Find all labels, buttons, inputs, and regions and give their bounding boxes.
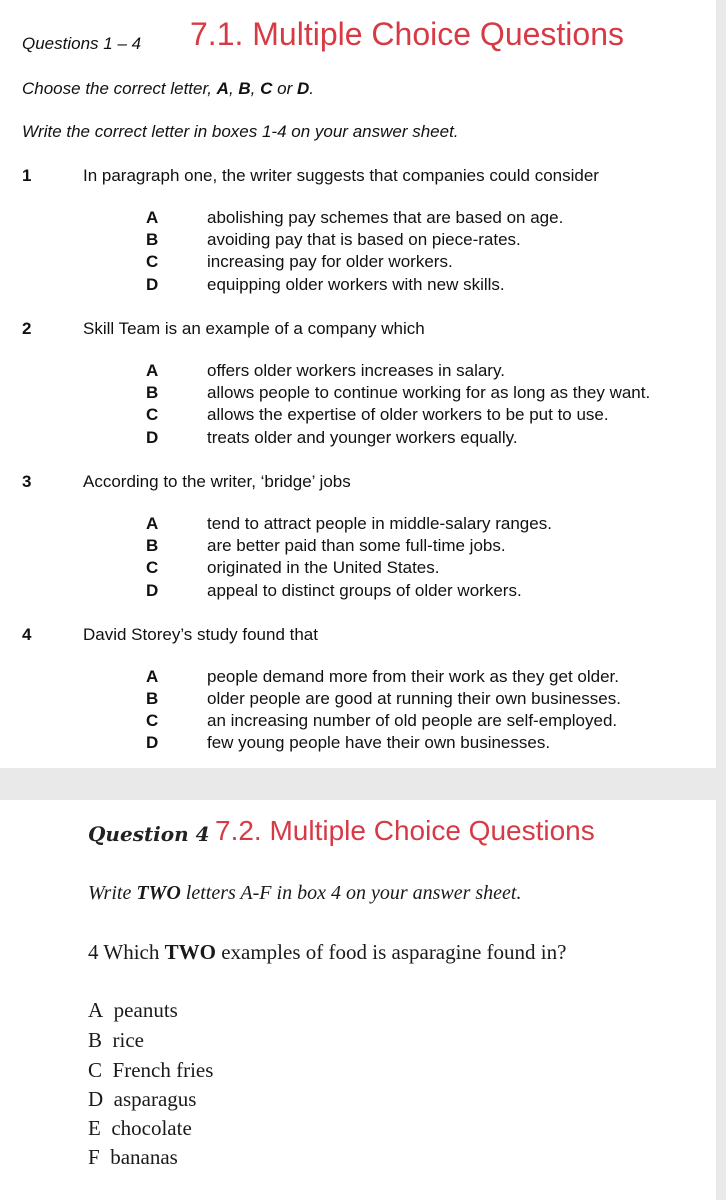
food-option: B rice bbox=[88, 1028, 144, 1052]
option-text: treats older and younger workers equally. bbox=[207, 428, 518, 447]
section-2-label: Question 4 bbox=[88, 822, 210, 846]
option-text: older people are good at running their own businesses. bbox=[207, 689, 621, 708]
option-text: an increasing number of old people are self-employed. bbox=[207, 711, 618, 730]
option-text: offers older workers increases in salary. bbox=[207, 361, 505, 380]
option-letter: C bbox=[146, 558, 159, 577]
instruction-choose-letter: Choose the correct letter, A, B, C or D. bbox=[22, 79, 314, 98]
option-text: allows people to continue working for as long as they want. bbox=[207, 383, 651, 402]
option-letter: D bbox=[146, 428, 159, 447]
option-letter: B bbox=[146, 536, 159, 555]
instruction-write-letter: Write the correct letter in boxes 1-4 on your answer sheet. bbox=[22, 122, 459, 141]
section-2-question: 4 Which TWO examples of food is asparagine found in? bbox=[88, 940, 567, 964]
option-text: tend to attract people in middle-salary ranges. bbox=[207, 514, 552, 533]
option-text: appeal to distinct groups of older workers. bbox=[207, 581, 522, 600]
option-text: abolishing pay schemes that are based on age. bbox=[207, 208, 564, 227]
option-text: are better paid than some full-time jobs. bbox=[207, 536, 506, 555]
option-letter: A bbox=[146, 667, 159, 686]
option-text: avoiding pay that is based on piece-rates. bbox=[207, 230, 521, 249]
option-letter: A bbox=[146, 208, 159, 227]
option-text: originated in the United States. bbox=[207, 558, 440, 577]
option-letter: B bbox=[146, 230, 159, 249]
question-number: 4 bbox=[22, 625, 32, 644]
option-text: people demand more from their work as they get older. bbox=[207, 667, 619, 686]
section-2-panel bbox=[0, 800, 716, 1200]
option-letter: D bbox=[146, 275, 159, 294]
option-letter: B bbox=[146, 383, 159, 402]
food-option: F bananas bbox=[88, 1145, 178, 1169]
section-2-instruction: Write TWO letters A-F in box 4 on your answer sheet. bbox=[88, 882, 522, 904]
question-stem: David Storey’s study found that bbox=[83, 625, 318, 644]
option-letter: C bbox=[146, 405, 159, 424]
food-option: E chocolate bbox=[88, 1116, 192, 1140]
option-text: few young people have their own businesses. bbox=[207, 733, 551, 752]
option-text: allows the expertise of older workers to be put to use. bbox=[207, 405, 609, 424]
option-letter: D bbox=[146, 581, 159, 600]
question-stem: In paragraph one, the writer suggests that companies could consider bbox=[83, 166, 599, 185]
section-1-label: Questions 1 – 4 bbox=[22, 34, 142, 53]
question-number: 3 bbox=[22, 472, 32, 491]
option-letter: B bbox=[146, 689, 159, 708]
option-letter: C bbox=[146, 252, 159, 271]
question-stem: Skill Team is an example of a company which bbox=[83, 319, 425, 338]
question-number: 1 bbox=[22, 166, 32, 185]
question-stem: According to the writer, ‘bridge’ jobs bbox=[83, 472, 351, 491]
food-option: C French fries bbox=[88, 1058, 214, 1082]
question-number: 2 bbox=[22, 319, 32, 338]
section-1-title: 7.1. Multiple Choice Questions bbox=[190, 16, 624, 52]
food-option: D asparagus bbox=[88, 1087, 197, 1111]
option-text: increasing pay for older workers. bbox=[207, 252, 453, 271]
option-letter: A bbox=[146, 514, 159, 533]
option-letter: C bbox=[146, 711, 159, 730]
option-letter: D bbox=[146, 733, 159, 752]
option-text: equipping older workers with new skills. bbox=[207, 275, 505, 294]
option-letter: A bbox=[146, 361, 159, 380]
food-option: A peanuts bbox=[88, 998, 178, 1022]
section-2-title: 7.2. Multiple Choice Questions bbox=[215, 815, 595, 846]
